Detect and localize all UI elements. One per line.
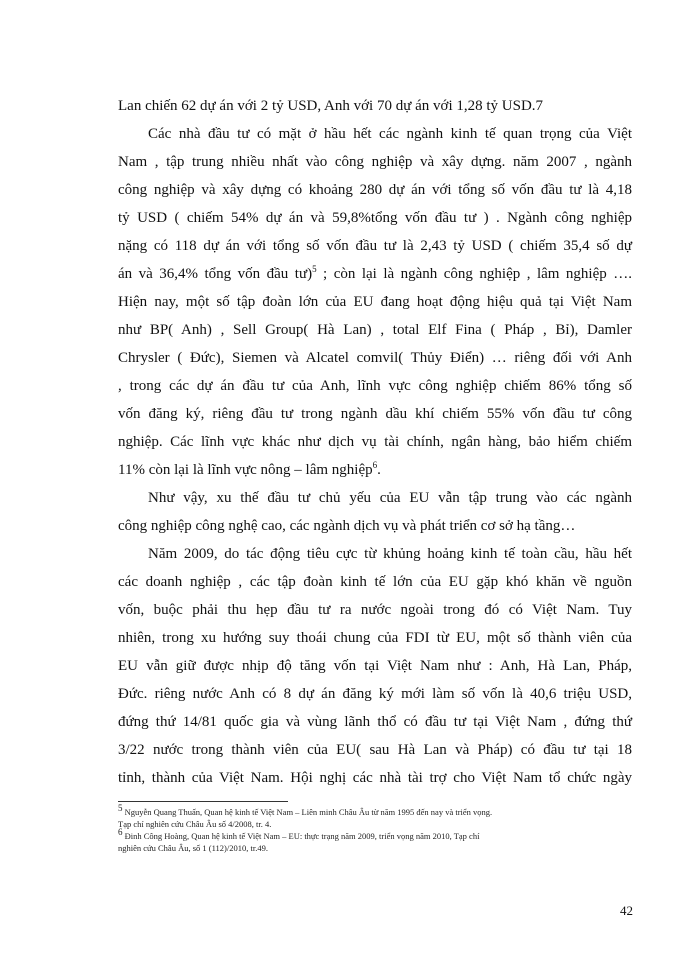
body-line: [118, 596, 632, 624]
body-line-text: , trong các dự án đầu tư của Anh, lĩnh vực công nghiệp chiếm 86% tổng số: [118, 378, 632, 394]
footnote-text: Đinh Công Hoàng, Quan hệ kinh tế Việt Nam – EU: thực trạng năm 2009, triển vọng năm 2010, Tạp chí: [124, 831, 480, 841]
body-line-text: .: [377, 462, 381, 478]
body-line: [118, 624, 632, 652]
body-line-text: Đức. riêng nước Anh có 8 dự án đăng ký mới làm số vốn là 40,6 triệu USD,: [118, 686, 632, 702]
body-line: [118, 204, 632, 232]
body-line-text: Chrysler ( Đức), Siemen và Alcatel comvil( Thủy Điển) … riêng đối với Anh: [118, 350, 632, 366]
body-line: [118, 288, 632, 316]
body-line: [118, 512, 632, 540]
footnote-mark: 5: [118, 803, 123, 814]
body-line: [118, 400, 632, 428]
body-line-text: vốn, buộc phải thu hẹp đầu tư ra nước ngoài trong đó có Việt Nam. Tuy: [118, 602, 632, 618]
body-line-text: tỷ USD ( chiếm 54% dự án và 59,8%tổng vốn đầu tư ) . Ngành công nghiệp: [118, 210, 632, 226]
body-line-text: nghiệp. Các lĩnh vực khác như dịch vụ tài chính, ngân hàng, bảo hiểm chiếm: [118, 434, 632, 450]
body-line-text: án và 36,4% tổng vốn đầu tư): [118, 266, 313, 282]
footnote-separator: [118, 801, 288, 802]
body-line: [118, 176, 632, 204]
body-line-text: Năm 2009, do tác động tiêu cực từ khủng hoảng kinh tế toàn cầu, hầu hết: [148, 546, 632, 562]
footnotes: [118, 803, 638, 854]
body-line-text: 3/22 nước trong thành viên của EU( sau Hà Lan và Pháp) có đầu tư tại 18: [118, 742, 632, 758]
body-line: [118, 344, 632, 372]
body-line: [118, 540, 632, 568]
body-line: [118, 148, 632, 176]
body-line: [118, 484, 632, 512]
body-line-text: ; còn lại là ngành công nghiệp , lâm nghiệp ….: [316, 266, 632, 282]
body-line-text: Lan chiến 62 dự án với 2 tỷ USD, Anh với 70 dự án với 1,28 tỷ USD.7: [118, 98, 544, 114]
body-line: [118, 568, 632, 596]
body-line-text: Các nhà đầu tư có mặt ở hầu hết các ngành kinh tế quan trọng của Việt: [148, 126, 632, 142]
body-line: [118, 232, 632, 260]
body-line: [118, 652, 632, 680]
body-line-text: tỉnh, thành của Việt Nam. Hội nghị các nhà tài trợ cho Việt Nam tổ chức ngày: [118, 770, 632, 786]
body-line: [118, 680, 632, 708]
body-line: [118, 92, 632, 120]
footnote-line: [118, 827, 638, 842]
footnote-ref: 5: [312, 264, 317, 274]
body-line-text: như BP( Anh) , Sell Group( Hà Lan) , total Elf Fina ( Pháp , Bỉ), Damler: [118, 322, 632, 338]
footnote-mark: 6: [118, 827, 123, 838]
footnote-text: Tạp chí nghiên cứu Châu Âu số 4/2008, tr. 4.: [118, 819, 272, 829]
body-line-text: Như vậy, xu thế đầu tư chủ yếu của EU vẫn tập trung vào các ngành: [148, 490, 632, 506]
body-line-text: công nghiệp và xây dựng có khoảng 280 dự án với tổng số vốn đầu tư là 4,18: [118, 182, 632, 198]
body-line-text: công nghiệp công nghệ cao, các ngành dịch vụ và phát triển cơ sở hạ tầng…: [118, 518, 576, 534]
body-line-text: nặng có 118 dự án với tổng số vốn đầu tư là 2,43 tỷ USD ( chiếm 35,4 số dự: [118, 238, 632, 254]
body-line-text: các doanh nghiệp , các tập đoàn kinh tế lớn của EU gặp khó khăn về nguồn: [118, 574, 632, 590]
footnote-line: [118, 818, 638, 830]
footnote-ref: 6: [372, 460, 378, 470]
footnote-line: [118, 842, 638, 854]
body-line: [118, 764, 632, 792]
body-line-text: nhiên, trong xu hướng suy thoái chung của FDI từ EU, một số thành viên của: [118, 630, 632, 646]
body-line: [118, 708, 632, 736]
body-line: [118, 120, 632, 148]
footnote-line: [118, 803, 638, 818]
body-line: [118, 372, 632, 400]
body-line-text: vốn đăng ký, riêng đầu tư trong ngành dầu khí chiếm 55% vốn đầu tư công: [118, 406, 632, 422]
body-line: [118, 260, 632, 288]
body-line: [118, 456, 632, 484]
body-line: [118, 316, 632, 344]
body-text: [118, 92, 632, 792]
body-line-text: Nam , tập trung nhiều nhất vào công nghiệp và xây dựng. năm 2007 , ngành: [118, 154, 632, 170]
footnote-text: nghiên cứu Châu Âu, số 1 (112)/2010, tr.49.: [118, 843, 268, 853]
body-line-text: EU vẫn giữ được nhịp độ tăng vốn tại Việt Nam như : Anh, Hà Lan, Pháp,: [118, 658, 632, 674]
body-line: [118, 428, 632, 456]
body-line-text: Hiện nay, một số tập đoàn lớn của EU đang hoạt động hiệu quả tại Việt Nam: [118, 294, 632, 310]
body-line-text: 11% còn lại là lĩnh vực nông – lâm nghiệp: [118, 462, 373, 478]
body-line: [118, 736, 632, 764]
footnote-text: Nguyễn Quang Thuấn, Quan hệ kinh tế Việt Nam – Liên minh Châu Âu từ năm 1995 đến nay và triển vọng.: [124, 807, 493, 817]
body-line-text: đứng thứ 14/81 quốc gia và vùng lãnh thổ có đầu tư tại Việt Nam , đứng thứ: [118, 714, 632, 730]
page-number: 42: [620, 903, 633, 918]
